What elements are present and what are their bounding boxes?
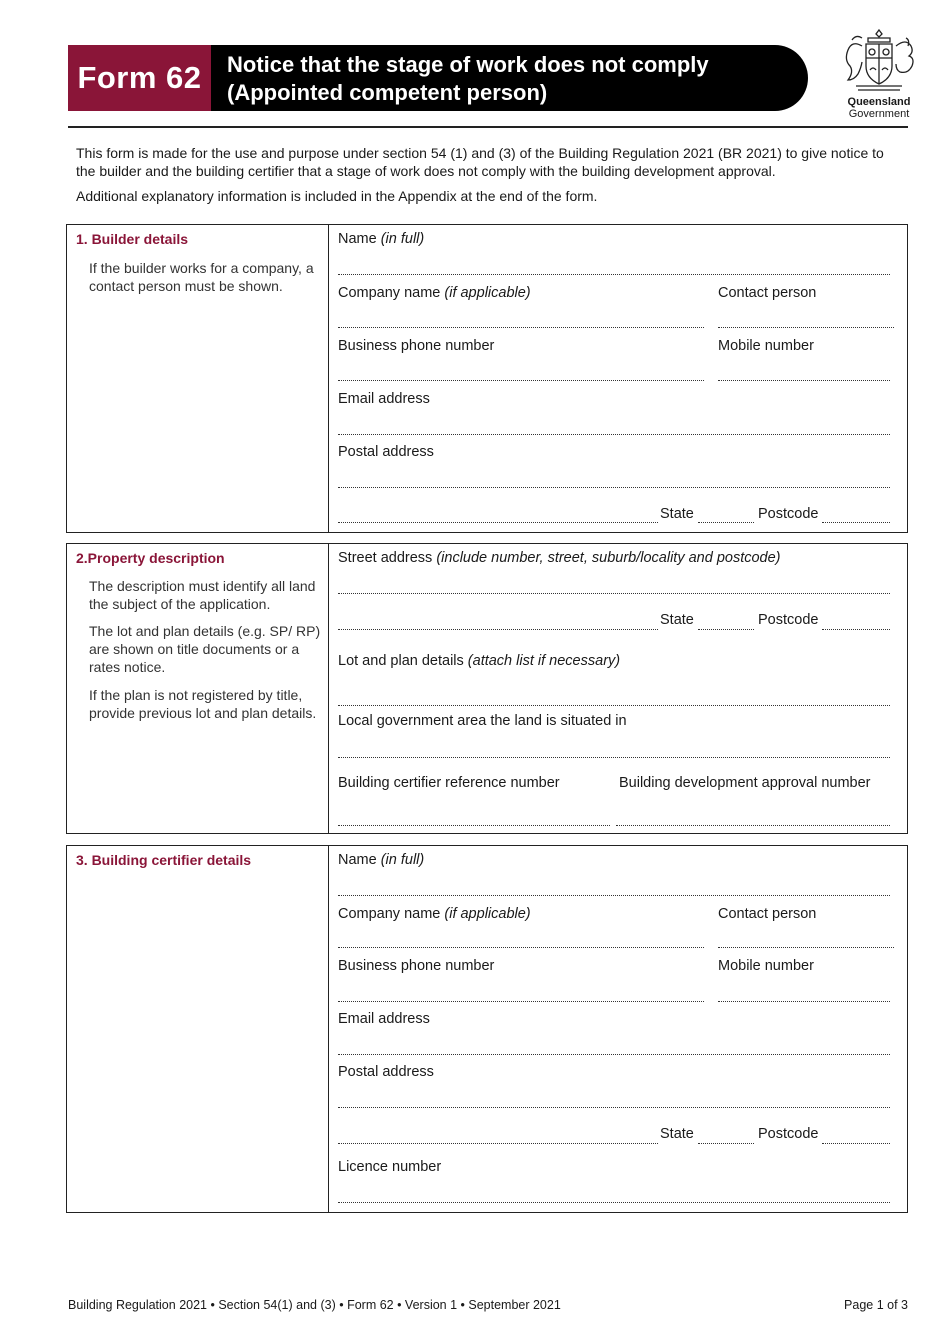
builder-contact-field[interactable] — [718, 327, 894, 328]
licence-number-field[interactable] — [338, 1202, 890, 1203]
builder-email-label: Email address — [338, 391, 430, 407]
section-title: 3. Building certifier details — [76, 852, 252, 868]
logo-name: Queensland — [847, 96, 911, 108]
certifier-reference-label: Building certifier reference number — [338, 775, 560, 791]
form-title-line2: (Appointed competent person) — [227, 80, 548, 105]
certifier-contact-field[interactable] — [718, 947, 894, 948]
certifier-postal-field[interactable] — [338, 1107, 890, 1108]
form-number-badge: Form 62 — [68, 45, 211, 111]
certifier-contact-label: Contact person — [718, 906, 817, 922]
approval-number-field[interactable] — [616, 825, 890, 826]
builder-postcode-field[interactable] — [822, 522, 890, 523]
certifier-state-field[interactable] — [698, 1143, 754, 1144]
builder-postal-field[interactable] — [338, 487, 890, 488]
certifier-mobile-label: Mobile number — [718, 958, 814, 974]
property-state-label: State — [660, 612, 694, 628]
certifier-email-label: Email address — [338, 1011, 430, 1027]
lot-plan-label: Lot and plan details (attach list if necessary) — [338, 653, 621, 669]
section-divider — [328, 543, 329, 834]
certifier-reference-field[interactable] — [338, 825, 610, 826]
section-note: If the plan is not registered by title, provide previous lot and plan details. — [89, 687, 317, 721]
street-address-field-2[interactable] — [338, 629, 658, 630]
builder-email-field[interactable] — [338, 434, 890, 435]
lga-field[interactable] — [338, 757, 890, 758]
section-divider — [328, 224, 329, 533]
builder-state-field[interactable] — [698, 522, 754, 523]
certifier-company-field[interactable] — [338, 947, 704, 948]
form-title — [211, 45, 808, 111]
certifier-postal-label: Postal address — [338, 1064, 434, 1080]
certifier-mobile-field[interactable] — [718, 1001, 890, 1002]
builder-state-label: State — [660, 506, 694, 522]
property-state-field[interactable] — [698, 629, 754, 630]
building-certifier-section — [66, 845, 908, 1213]
certifier-postcode-field[interactable] — [822, 1143, 890, 1144]
lga-label: Local government area the land is situated in — [338, 713, 627, 729]
builder-phone-label: Business phone number — [338, 338, 495, 354]
footer-citation: Building Regulation 2021 • Section 54(1) and (3) • Form 62 • Version 1 • September 2021 — [68, 1298, 561, 1312]
certifier-email-field[interactable] — [338, 1054, 890, 1055]
certifier-phone-label: Business phone number — [338, 958, 495, 974]
logo-subtitle: Government — [848, 108, 910, 120]
property-postcode-label: Postcode — [758, 612, 819, 628]
builder-company-label: Company name (if applicable) — [338, 285, 531, 301]
certifier-name-field[interactable] — [338, 895, 890, 896]
builder-phone-field[interactable] — [338, 380, 704, 381]
builder-contact-label: Contact person — [718, 285, 817, 301]
certifier-name-label: Name (in full) — [338, 852, 425, 868]
builder-mobile-label: Mobile number — [718, 338, 814, 354]
certifier-postcode-label: Postcode — [758, 1126, 819, 1142]
section-title: 1. Builder details — [76, 231, 189, 247]
property-postcode-field[interactable] — [822, 629, 890, 630]
section-note: If the builder works for a company, a contact person must be shown. — [89, 260, 314, 294]
builder-company-field[interactable] — [338, 327, 704, 328]
section-title: 2.Property description — [76, 550, 225, 566]
builder-mobile-field[interactable] — [718, 380, 890, 381]
intro-paragraph: This form is made for the use and purpose under section 54 (1) and (3) of the Building Regulation 2021 (BR 2021) to give notice to the builder and the building certifier that a stage of work does not comply with the building development approval. — [76, 145, 884, 179]
section-note: The lot and plan details (e.g. SP/ RP) are shown on title documents or a rates notice. — [89, 623, 321, 675]
intro-appendix-note: Additional explanatory information is included in the Appendix at the end of the form. — [76, 188, 598, 204]
street-address-field[interactable] — [338, 593, 890, 594]
approval-number-label: Building development approval number — [619, 775, 871, 791]
licence-number-label: Licence number — [338, 1159, 442, 1175]
certifier-postal-field-2[interactable] — [338, 1143, 658, 1144]
builder-postal-field-2[interactable] — [338, 522, 658, 523]
builder-postal-label: Postal address — [338, 444, 434, 460]
builder-postcode-label: Postcode — [758, 506, 819, 522]
section-note: The description must identify all land the subject of the application. — [89, 578, 316, 612]
certifier-company-label: Company name (if applicable) — [338, 906, 531, 922]
street-address-label: Street address (include number, street, suburb/locality and postcode) — [338, 550, 781, 566]
section-divider — [328, 845, 329, 1213]
certifier-state-label: State — [660, 1126, 694, 1142]
header-rule — [68, 126, 908, 128]
form-title-line1: Notice that the stage of work does not comply — [227, 52, 709, 77]
builder-name-field[interactable] — [338, 274, 890, 275]
queensland-crest-icon — [842, 26, 916, 96]
page-number: Page 1 of 3 — [844, 1298, 908, 1312]
builder-name-label: Name (in full) — [338, 231, 425, 247]
lot-plan-field[interactable] — [338, 705, 890, 706]
certifier-phone-field[interactable] — [338, 1001, 704, 1002]
